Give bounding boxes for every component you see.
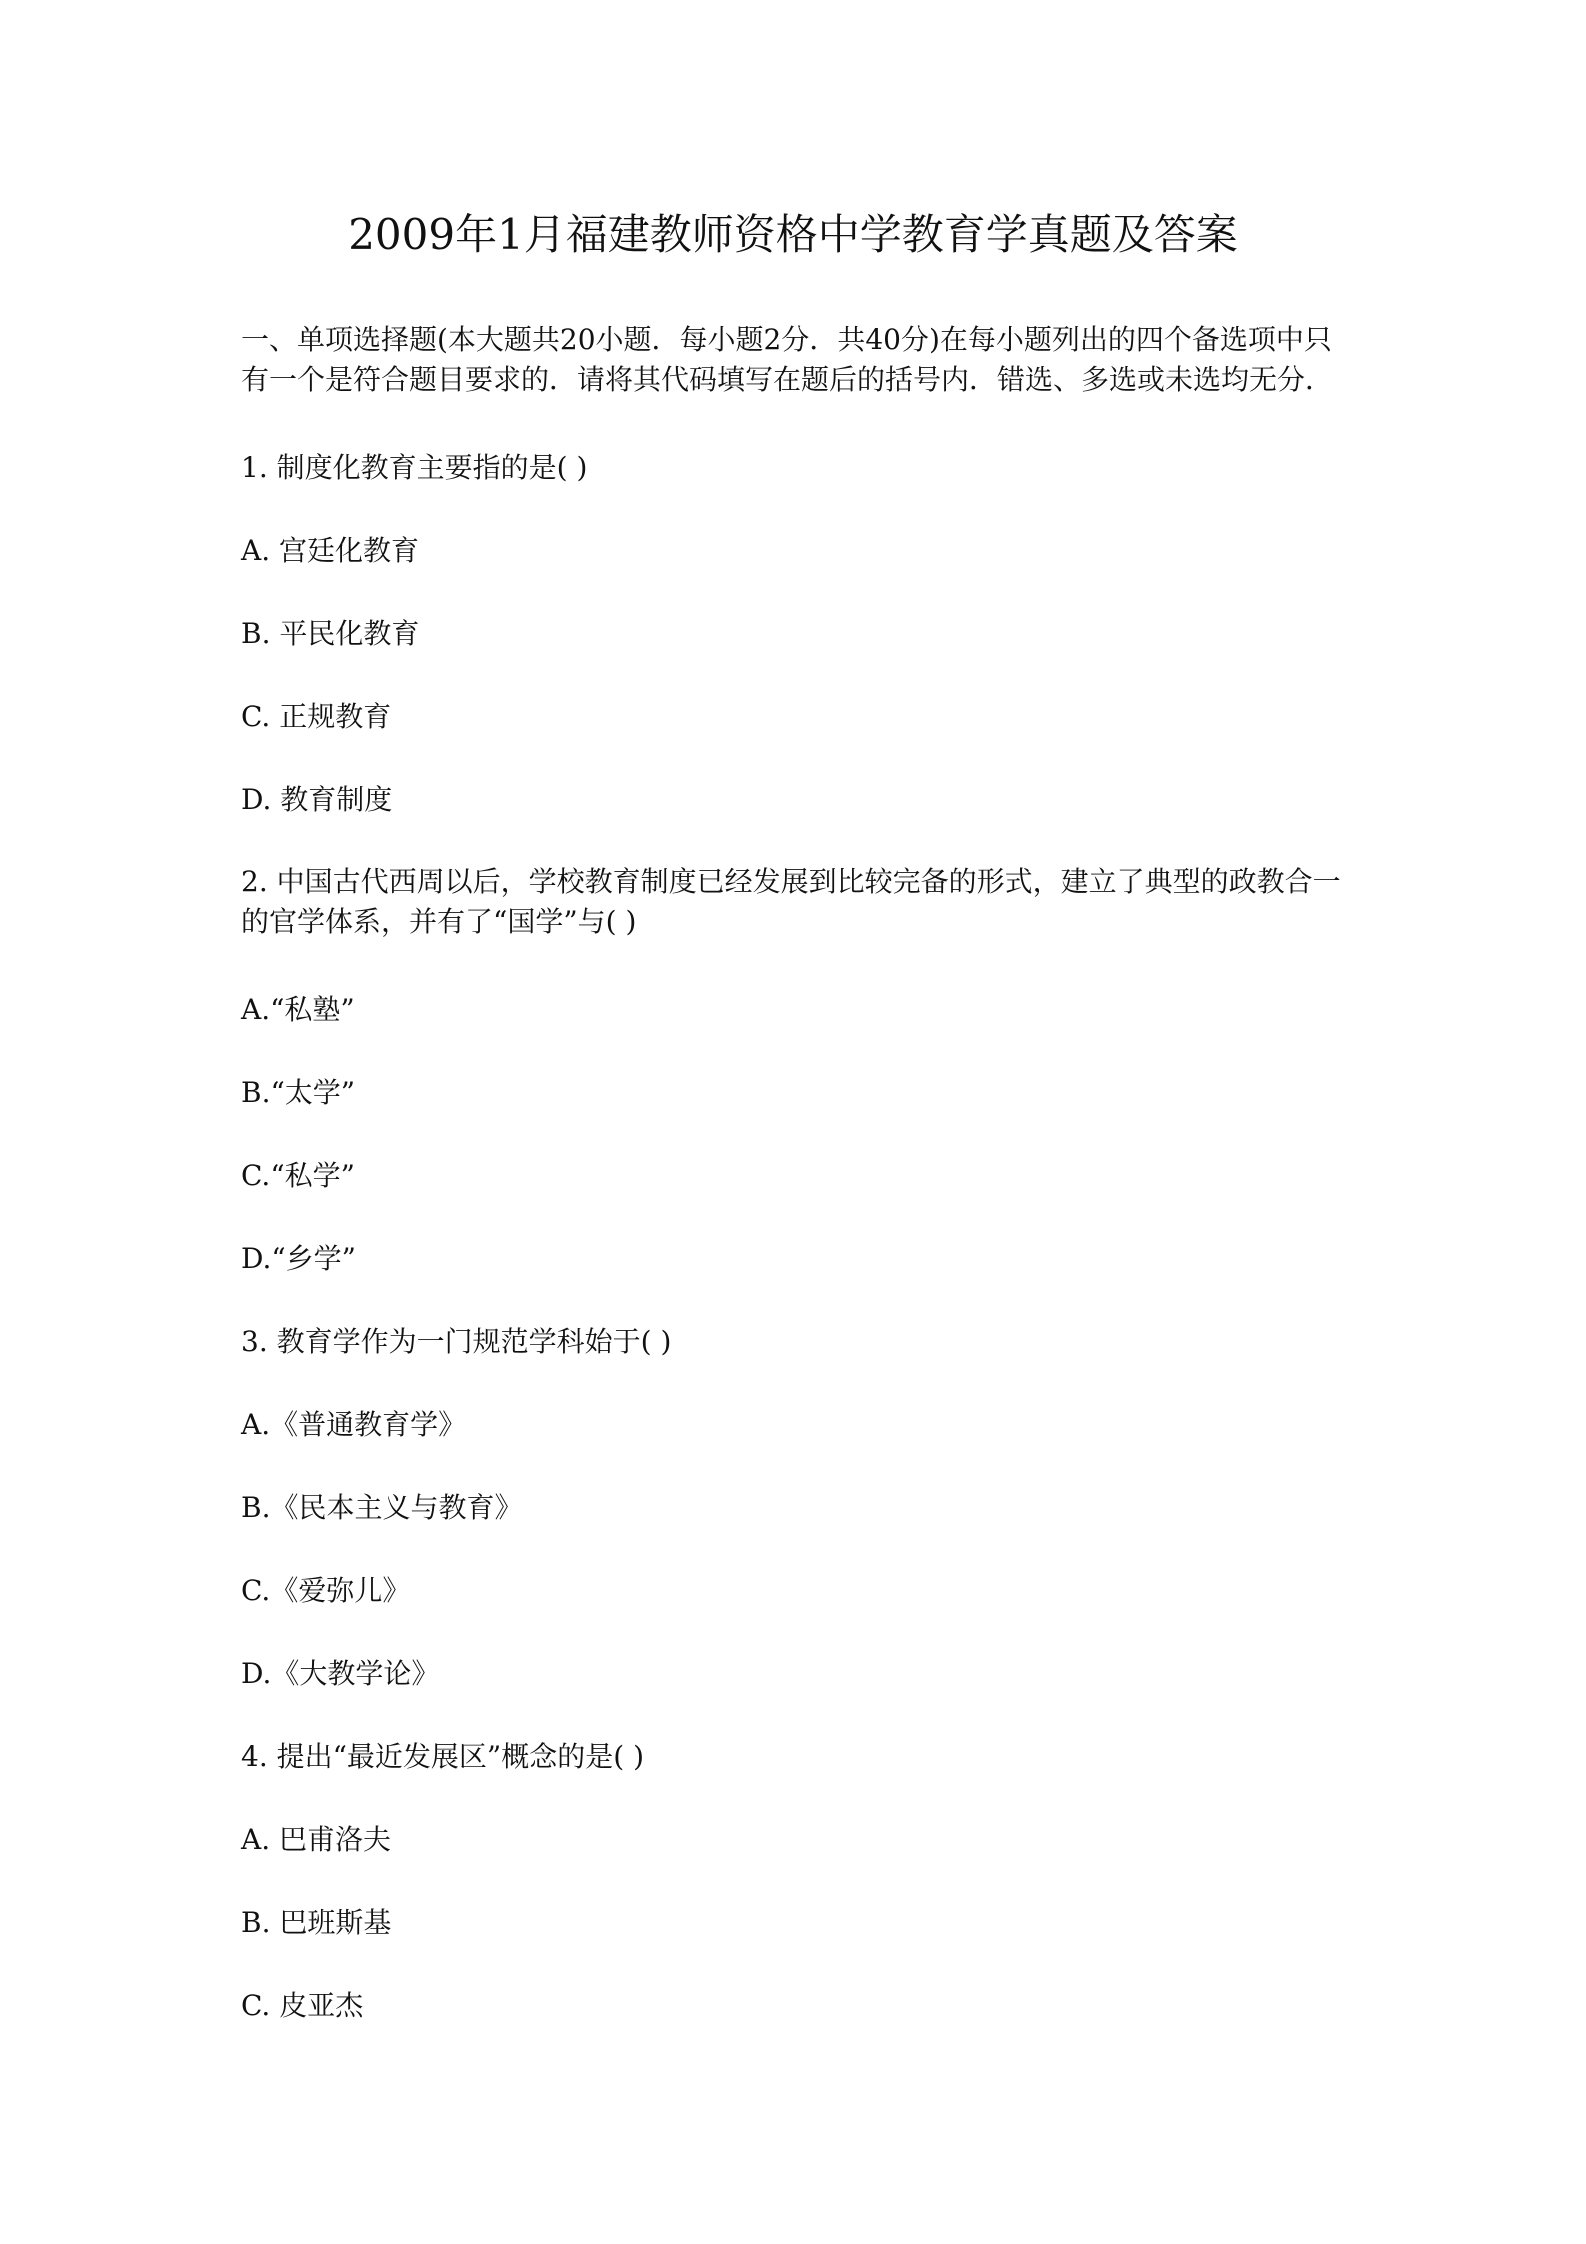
document-title: 2009年1月福建教师资格中学教育学真题及答案 bbox=[348, 210, 1238, 259]
section-intro-line: 一、单项选择题(本大题共20小题．每小题2分．共40分)在每小题列出的四个备选项中只 bbox=[241, 323, 1332, 356]
question-1-option-c: C. 正规教育 bbox=[241, 700, 392, 733]
question-4-stem: 4. 提出“最近发展区”概念的是( ) bbox=[241, 1740, 644, 1773]
question-2-stem-line: 2. 中国古代西周以后，学校教育制度已经发展到比较完备的形式，建立了典型的政教合一 bbox=[241, 865, 1341, 898]
section-intro bbox=[241, 320, 1361, 400]
question-4-option-b: B. 巴班斯基 bbox=[241, 1906, 392, 1939]
question-2-stem-line: 的官学体系，并有了“国学”与( ) bbox=[241, 905, 637, 938]
question-1-option-d: D. 教育制度 bbox=[241, 783, 393, 816]
question-3-option-c: C.《爱弥儿》 bbox=[241, 1574, 411, 1607]
question-3-stem: 3. 教育学作为一门规范学科始于( ) bbox=[241, 1325, 672, 1358]
question-1-option-a: A. 宫廷化教育 bbox=[241, 534, 420, 567]
section-intro-line: 有一个是符合题目要求的．请将其代码填写在题后的括号内．错选、多选或未选均无分． bbox=[241, 363, 1334, 396]
question-3-option-a: A.《普通教育学》 bbox=[241, 1408, 467, 1441]
question-3-option-d: D.《大教学论》 bbox=[241, 1657, 440, 1690]
question-4-option-c: C. 皮亚杰 bbox=[241, 1989, 364, 2022]
question-2-option-b: B.“太学” bbox=[241, 1076, 356, 1109]
question-1-option-b: B. 平民化教育 bbox=[241, 617, 420, 650]
question-2-option-c: C.“私学” bbox=[241, 1159, 355, 1192]
question-2-option-a: A.“私塾” bbox=[241, 993, 355, 1026]
question-1-stem: 1. 制度化教育主要指的是( ) bbox=[241, 451, 588, 484]
question-3-option-b: B.《民本主义与教育》 bbox=[241, 1491, 523, 1524]
question-4-option-a: A. 巴甫洛夫 bbox=[241, 1823, 392, 1856]
question-2-stem bbox=[241, 862, 1361, 942]
question-2-option-d: D.“乡学” bbox=[241, 1242, 356, 1275]
